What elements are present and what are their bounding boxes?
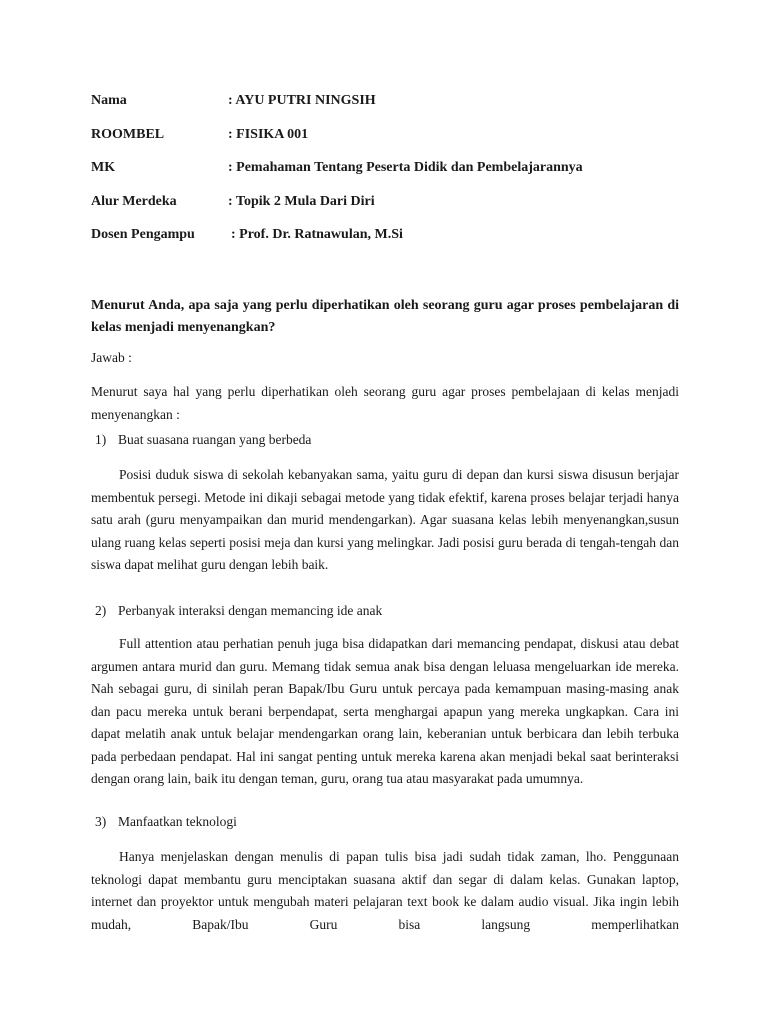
- roombel-label: ROOMBEL: [91, 126, 165, 142]
- point-1-heading: [95, 432, 311, 448]
- dosen-value: : Prof. Dr. Ratnawulan, M.Si: [231, 227, 403, 242]
- alur-value: : Topik 2 Mula Dari Diri: [228, 193, 375, 209]
- point-1-body: Posisi duduk siswa di sekolah kebanyakan sama, yaitu guru di depan dan kursi siswa disusun berjajar membentuk persegi. Metode ini dikaji sebagai metode yang tidak efektif, karena proses belajar terjadi hanya satu arah (guru menyampaikan dan murid mendengarkan). Agar suasana kelas lebih menyenangkan,susun ulang ruang kelas seperti posisi meja dan kursi yang melingkar. Jadi posisi guru berada di tengah-tengah dan siswa dapat melihat guru dengan lebih baik.: [91, 467, 679, 572]
- point-3-heading: [95, 814, 237, 830]
- alur-label: Alur Merdeka: [91, 193, 177, 209]
- point-3-body: Hanya menjelaskan dengan menulis di papan tulis bisa jadi sudah tidak zaman, lho. Penggunaan teknologi dapat membantu guru menciptakan suasana aktif dan segar di dalam kelas. Gunakan laptop, internet dan proyektor untuk mengubah materi pelajaran text book ke dalam audio visual. Jika ingin lebih mudah, Bapak/Ibu Guru bisa langsung memperlihatkan: [91, 849, 679, 932]
- question-text: Menurut Anda, apa saja yang perlu diperhatikan oleh seorang guru agar proses pembelajaran di kelas menjadi menyenangkan?: [91, 298, 679, 335]
- nama-value: : AYU PUTRI NINGSIH: [228, 93, 376, 108]
- point-3-title: Manfaatkan teknologi: [118, 814, 237, 829]
- nama-label: Nama: [91, 93, 127, 108]
- dosen-label: Dosen Pengampu: [91, 227, 195, 242]
- point-2-heading: [95, 603, 382, 619]
- point-1-title: Buat suasana ruangan yang berbeda: [118, 432, 312, 447]
- point-2-number: 2): [95, 603, 107, 618]
- point-2-title: Perbanyak interaksi dengan memancing ide anak: [118, 603, 383, 618]
- point-1-number: 1): [95, 432, 107, 447]
- point-3-number: 3): [95, 814, 107, 829]
- roombel-value: : FISIKA 001: [228, 126, 309, 142]
- answer-label: Jawab :: [91, 350, 132, 365]
- point-2-body: Full attention atau perhatian penuh juga bisa didapatkan dari memancing pendapat, diskusi atau debat argumen antara murid dan guru. Memang tidak semua anak bisa dengan leluasa mengeluarkan ide mereka. Nah sebagai guru, di sinilah peran Bapak/Ibu Guru untuk percaya pada kemampuan masing-masing anak dan pacu mereka untuk berani berpendapat, serta menghargai apapun yang mereka ungkapkan. Cara ini dapat melatih anak untuk belajar mendengarkan orang lain, keberanian untuk berbicara dan lebih terbuka pada perbedaan pendapat. Hal ini sangat penting untuk mereka karena akan menjadi bekal saat berinteraksi dengan orang lain, baik itu dengan teman, guru, orang tua atau masyarakat pada umumnya.: [91, 636, 679, 786]
- mk-label: MK: [91, 160, 116, 175]
- mk-value: : Pemahaman Tentang Peserta Didik dan Pembelajarannya: [228, 160, 583, 175]
- answer-intro: Menurut saya hal yang perlu diperhatikan oleh seorang guru agar proses pembelajaan di kelas menjadi menyenangkan :: [91, 384, 679, 422]
